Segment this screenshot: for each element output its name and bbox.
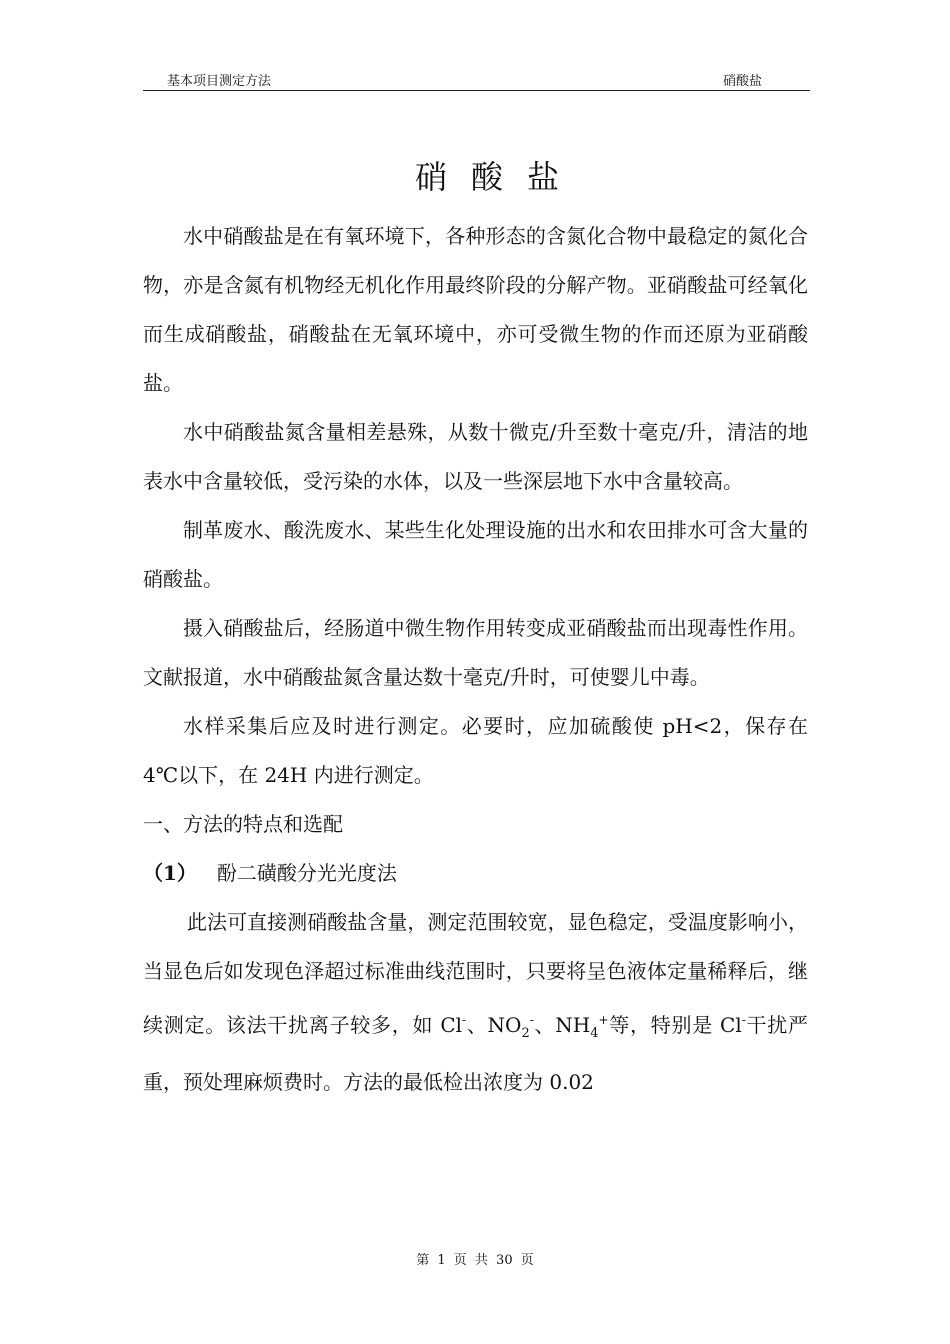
header-left-text: 基本项目测定方法 [167,74,272,89]
section-heading: 一、方法的特点和选配 [143,812,343,836]
text-segment: 、NH [533,1013,591,1037]
method-number: （1） [143,861,197,885]
method-heading [143,849,808,898]
text-segment: 等，特别是 Cl [608,1013,742,1037]
superscript: + [598,1013,609,1027]
header-right-text: 硝酸盐 [722,74,762,89]
paragraph-method-description [143,898,808,1107]
subscript: 2 [521,1026,530,1041]
superscript: - [462,1013,467,1027]
text-segment: 干扰严重，预处理麻烦费时。方法的最低检出浓度为 0.02 [143,1013,808,1094]
document-title: 硝酸盐 [414,158,583,196]
page-footer: 第 1 页 共 30 页 [416,1253,534,1268]
paragraph-sources: 制革废水、酸洗废水、某些生化处理设施的出水和农田排水可含大量的硝酸盐。 [143,518,808,591]
paragraph-content-range: 水中硝酸盐氮含量相差悬殊，从数十微克/升至数十毫克/升，清洁的地表水中含量较低，受污染的水体，以及一些深层地下水中含量较高。 [143,420,808,493]
paragraph-toxicity: 摄入硝酸盐后，经肠道中微生物作用转变成亚硝酸盐而出现毒性作用。文献报道，水中硝酸盐氮含量达数十毫克/升时，可使婴儿中毒。 [143,616,808,689]
paragraph-sampling: 水样采集后应及时进行测定。必要时，应加硫酸使 pH<2，保存在 4℃以下，在 24H 内进行测定。 [143,714,808,787]
subscript: 4 [590,1026,599,1041]
text-segment: 此法可直接测硝酸盐含量，测定范围较宽，显色稳定，受温度影响小，当显色后如发现色泽超过标准曲线范围时，只要将呈色液体定量稀释后，继续测定。该法干扰离子较多，如 Cl [143,910,808,1037]
superscript: - [741,1013,746,1027]
page-header [143,70,810,91]
text-segment: 、NO [466,1013,522,1037]
superscript: - [529,1013,534,1027]
method-name: 酚二磺酸分光光度法 [216,861,397,885]
document-body [143,212,808,1107]
paragraph-intro: 水中硝酸盐是在有氧环境下，各种形态的含氮化合物中最稳定的氮化合物，亦是含氮有机物经无机化作用最终阶段的分解产物。亚硝酸盐可经氧化而生成硝酸盐，硝酸盐在无氧环境中，亦可受微生物的作而还原为亚硝酸盐。 [143,224,808,395]
